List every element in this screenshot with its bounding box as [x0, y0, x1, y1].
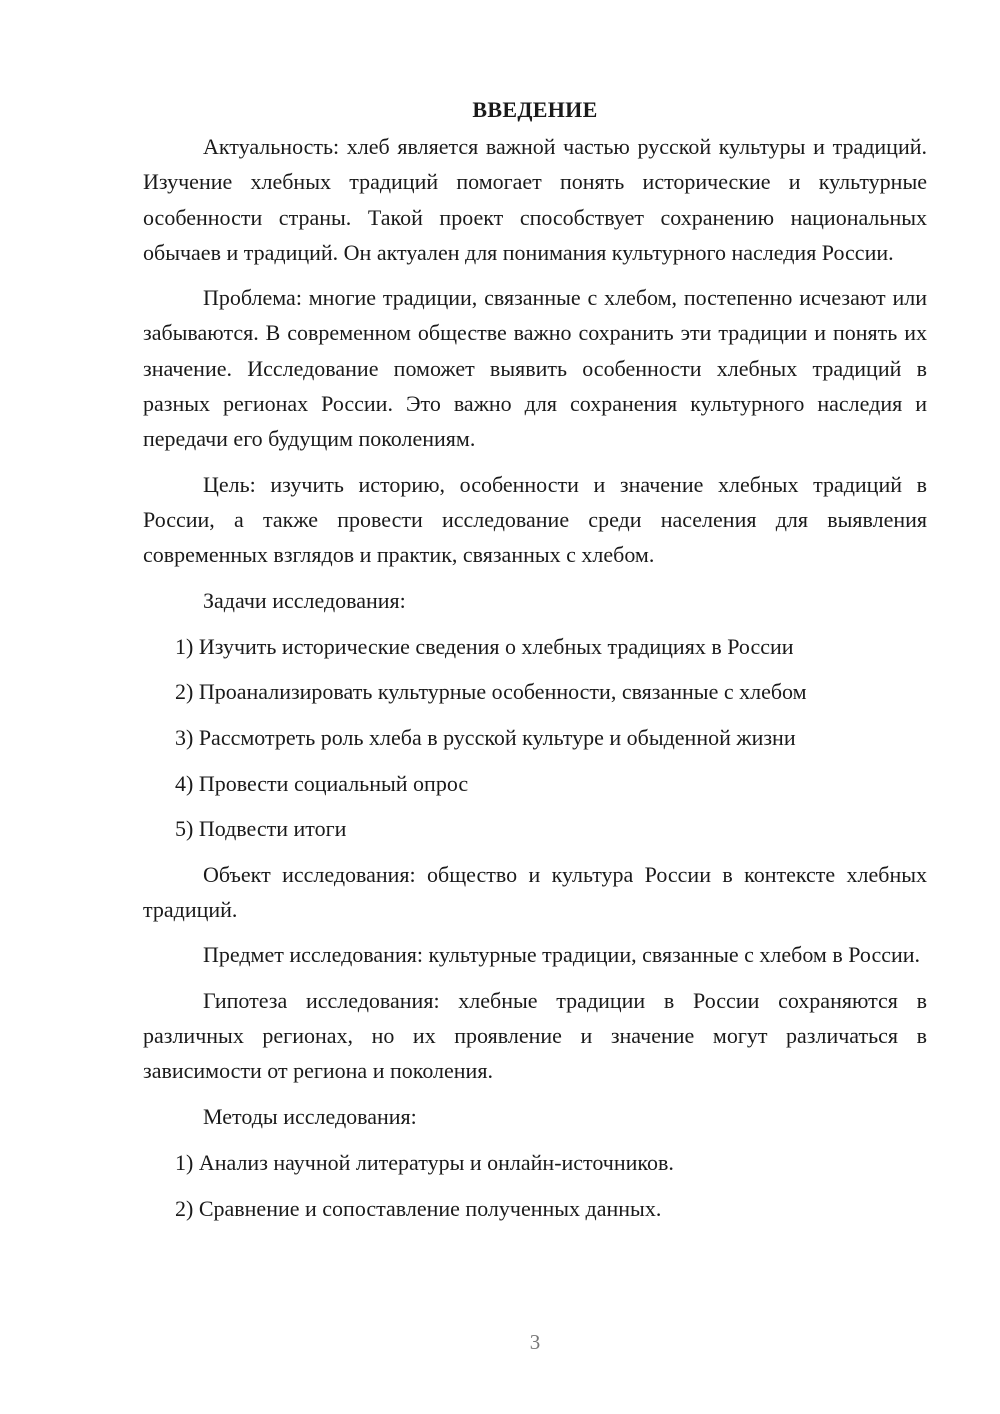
- paragraph-goal: Цель: изучить историю, особенности и значение хлебных традиций в России, а также провести исследование среди населения для выявления современных взглядов и практик, связанных с хлебом.: [143, 471, 927, 568]
- tasks-list: [143, 629, 927, 847]
- paragraph-object: Объект исследования: общество и культура России в контексте хлебных традиций.: [143, 861, 927, 923]
- paragraph-subject: Предмет исследования: культурные традиции, связанные с хлебом в России.: [203, 942, 921, 968]
- page-content: [143, 92, 927, 1236]
- page-number: 3: [529, 1330, 541, 1354]
- paragraph-hypothesis: Гипотеза исследования: хлебные традиции в России сохраняются в различных регионах, но их проявление и значение могут различаться в зависимости от региона и поколения.: [143, 987, 927, 1084]
- paragraph-problem: Проблема: многие традиции, связанные с хлебом, постепенно исчезают или забываются. В современном обществе важно сохранить эти традиции и понять их значение. Исследование поможет выявить особенности хлебных традиций в разных регионах России. Это важно для сохранения культурного наследия и передачи его будущим поколениям.: [143, 285, 927, 452]
- task-item: 3) Рассмотреть роль хлеба в русской культуре и обыденной жизни: [175, 725, 796, 751]
- task-item: 1) Изучить исторические сведения о хлебных традициях в России: [175, 633, 794, 659]
- task-item: 4) Провести социальный опрос: [175, 770, 469, 796]
- methods-list: [143, 1145, 927, 1226]
- paragraph-actuality: Актуальность: хлеб является важной частью русской культуры и традиций. Изучение хлебных традиций помогает понять исторические и культурные особенности страны. Такой проект способствует сохранению национальных обычаев и традиций. Он актуален для понимания культурного наследия России.: [143, 134, 927, 265]
- method-item: 1) Анализ научной литературы и онлайн-источников.: [175, 1149, 674, 1175]
- section-title: ВВЕДЕНИЕ: [472, 97, 598, 122]
- method-item: 2) Сравнение и сопоставление полученных данных.: [175, 1195, 662, 1221]
- task-item: 2) Проанализировать культурные особенности, связанные с хлебом: [175, 679, 807, 705]
- methods-heading: Методы исследования:: [203, 1103, 417, 1129]
- task-item: 5) Подвести итоги: [175, 816, 347, 842]
- tasks-heading: Задачи исследования:: [203, 587, 406, 613]
